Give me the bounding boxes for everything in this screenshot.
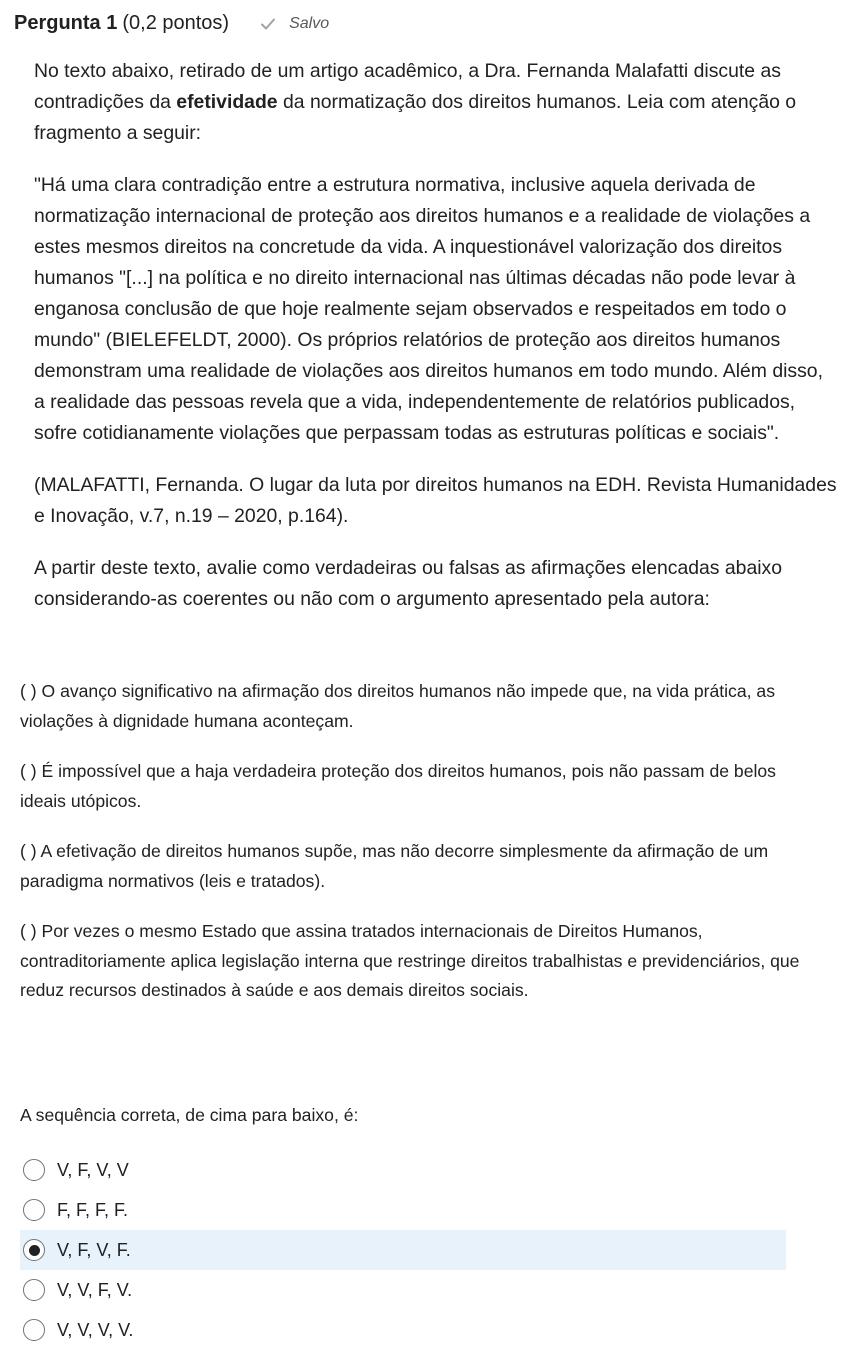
answer-option-3[interactable] xyxy=(20,1230,786,1270)
statement-3: ( ) A efetivação de direitos humanos supõe, mas não decorre simplesmente da afirmação de um paradigma normativos (leis e tratados). xyxy=(20,841,769,891)
statement-4: ( ) Por vezes o mesmo Estado que assina tratados internacionais de Direitos Humanos, contraditoriamente aplica legislação interna que restringe direitos trabalhistas e previdenciários, que reduz recursos destinados à saúde e aos demais direitos sociais. xyxy=(20,921,800,1000)
answer-option-2[interactable] xyxy=(20,1190,786,1230)
radio-button[interactable] xyxy=(23,1239,45,1261)
question-points: (0,2 pontos) xyxy=(122,12,230,34)
prompt-intro-bold: efetividade xyxy=(176,91,278,113)
answer-option-label[interactable]: F, F, F, F. xyxy=(57,1199,129,1220)
prompt-instruction: A partir deste texto, avalie como verdadeiras ou falsas as afirmações elencadas abaixo considerando-as coerentes ou não com o argumento apresentado pela autora: xyxy=(34,557,783,610)
answer-option-label[interactable]: V, V, V, V. xyxy=(57,1319,134,1340)
prompt-intro xyxy=(34,56,839,149)
sequence-label: A sequência correta, de cima para baixo, é: xyxy=(20,1105,359,1125)
question-header xyxy=(14,12,329,35)
question-title: Pergunta 1 xyxy=(14,12,118,34)
radio-button[interactable] xyxy=(23,1199,45,1221)
radio-button[interactable] xyxy=(23,1159,45,1181)
radio-button[interactable] xyxy=(23,1319,45,1341)
question-prompt xyxy=(34,56,839,615)
radio-dot xyxy=(29,1245,40,1256)
answer-option-1[interactable] xyxy=(20,1150,786,1190)
answer-options xyxy=(20,1150,786,1350)
answer-option-label[interactable]: V, V, F, V. xyxy=(57,1279,133,1300)
statement-1: ( ) O avanço significativo na afirmação dos direitos humanos não impede que, na vida prática, as violações à dignidade humana aconteçam. xyxy=(20,681,775,731)
answer-option-label[interactable]: V, F, V, V xyxy=(57,1159,129,1180)
statements-list xyxy=(20,677,810,1006)
answer-option-label[interactable]: V, F, V, F. xyxy=(57,1239,131,1260)
answer-option-4[interactable] xyxy=(20,1270,786,1310)
prompt-intro-after: da normatização dos direitos humanos. Leia com atenção o fragmento a seguir: xyxy=(34,91,797,144)
saved-status xyxy=(259,15,329,33)
saved-label: Salvo xyxy=(289,14,330,32)
prompt-citation: (MALAFATTI, Fernanda. O lugar da luta por direitos humanos na EDH. Revista Humanidades e Inovação, v.7, n.19 – 2020, p.164). xyxy=(34,474,837,527)
prompt-quote: "Há uma clara contradição entre a estrutura normativa, inclusive aquela derivada de normatização internacional de proteção aos direitos humanos e a realidade de violações a estes mesmos direitos na concretude da vida. A inquestionável valorização dos direitos humanos "[...] na política e no direito internacional nas últimas décadas não pode levar à enganosa conclusão de que hoje realmente sejam observados e respeitados em todo o mundo" (BIELEFELDT, 2000). Os próprios relatórios de proteção aos direitos humanos demonstram uma realidade de violações aos direitos humanos em todo mundo. Além disso, a realidade das pessoas revela que a vida, independentemente de relatórios publicados, sofre cotidianamente violações que perpassam todas as estruturas políticas e sociais". xyxy=(34,174,823,444)
statement-2: ( ) É impossível que a haja verdadeira proteção dos direitos humanos, pois não passam de belos ideais utópicos. xyxy=(20,761,776,811)
radio-button[interactable] xyxy=(23,1279,45,1301)
prompt-intro-before: No texto abaixo, retirado de um artigo acadêmico, a Dra. Fernanda Malafatti discute as contradições da xyxy=(34,60,781,113)
check-icon xyxy=(259,15,277,33)
answer-option-5[interactable] xyxy=(20,1310,786,1350)
